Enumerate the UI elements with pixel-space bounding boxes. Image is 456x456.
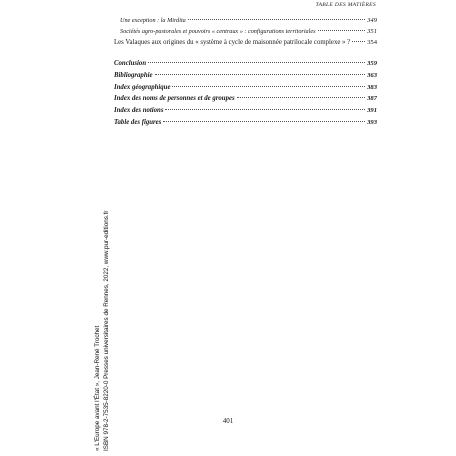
toc-entry-societes-agro-pastorales[interactable] [114,28,377,39]
toc-entry-valaques[interactable] [114,39,377,51]
toc-entry-label: Index géographique [114,83,171,91]
toc-entry-page: 393 [367,118,377,126]
toc-entry-label: Conclusion [114,60,147,67]
table-of-contents [114,17,377,131]
toc-entry-label: Bibliographie [114,71,153,79]
toc-entry-page: 383 [367,83,377,91]
toc-entry-page: 351 [367,28,377,35]
toc-entry-page: 359 [367,60,377,67]
dot-leader [148,62,365,63]
toc-entry-label: Une exception : la Mirdita [120,17,186,24]
toc-entry-page: 387 [367,95,377,103]
sidebar-publisher-info: ISBN 978-2-7535-8220-0 Presses universitaires de Rennes, 2022, www.pur-editions.fr [102,210,110,451]
toc-entry-index-geographique[interactable] [114,84,377,96]
dot-leader [165,109,365,110]
toc-entry-label: Les Valaques aux origines du « système à cycle de maisonnée patrilocale complexe » ? [114,39,351,46]
toc-entry-index-noms[interactable] [114,95,377,107]
toc-entry-page: 354 [367,39,377,46]
toc-entry-mirdita[interactable] [114,17,377,28]
sidebar-book-title: « L'Europe avant l'État », Jean-René Trochet [94,325,101,451]
toc-entry-bibliographie[interactable] [114,72,377,84]
toc-entry-label: Index des notions [114,107,164,115]
toc-entry-page: 391 [367,107,377,115]
dot-leader [318,30,366,31]
dot-leader [163,121,365,122]
toc-entry-label: Table des figures [114,118,162,126]
toc-entry-label: Sociétés agro-pastorales et pouvoirs « centraux » : configurations territoriales [120,28,316,35]
toc-entry-conclusion[interactable] [114,60,377,72]
running-head: TABLE DES MATIÈRES [315,2,376,8]
toc-entry-index-notions[interactable] [114,107,377,119]
toc-entry-label: Index des noms de personnes et de groupes [114,95,235,103]
dot-leader [352,41,365,42]
toc-entry-table-figures[interactable] [114,119,377,131]
dot-leader [172,86,365,87]
page-number: 401 [222,417,234,425]
toc-entry-page: 363 [367,71,377,79]
toc-spacer [114,51,377,60]
dot-leader [155,74,366,75]
dot-leader [188,19,365,20]
dot-leader [237,97,365,98]
copyright-sidebar [94,211,111,451]
toc-entry-page: 349 [367,17,377,24]
